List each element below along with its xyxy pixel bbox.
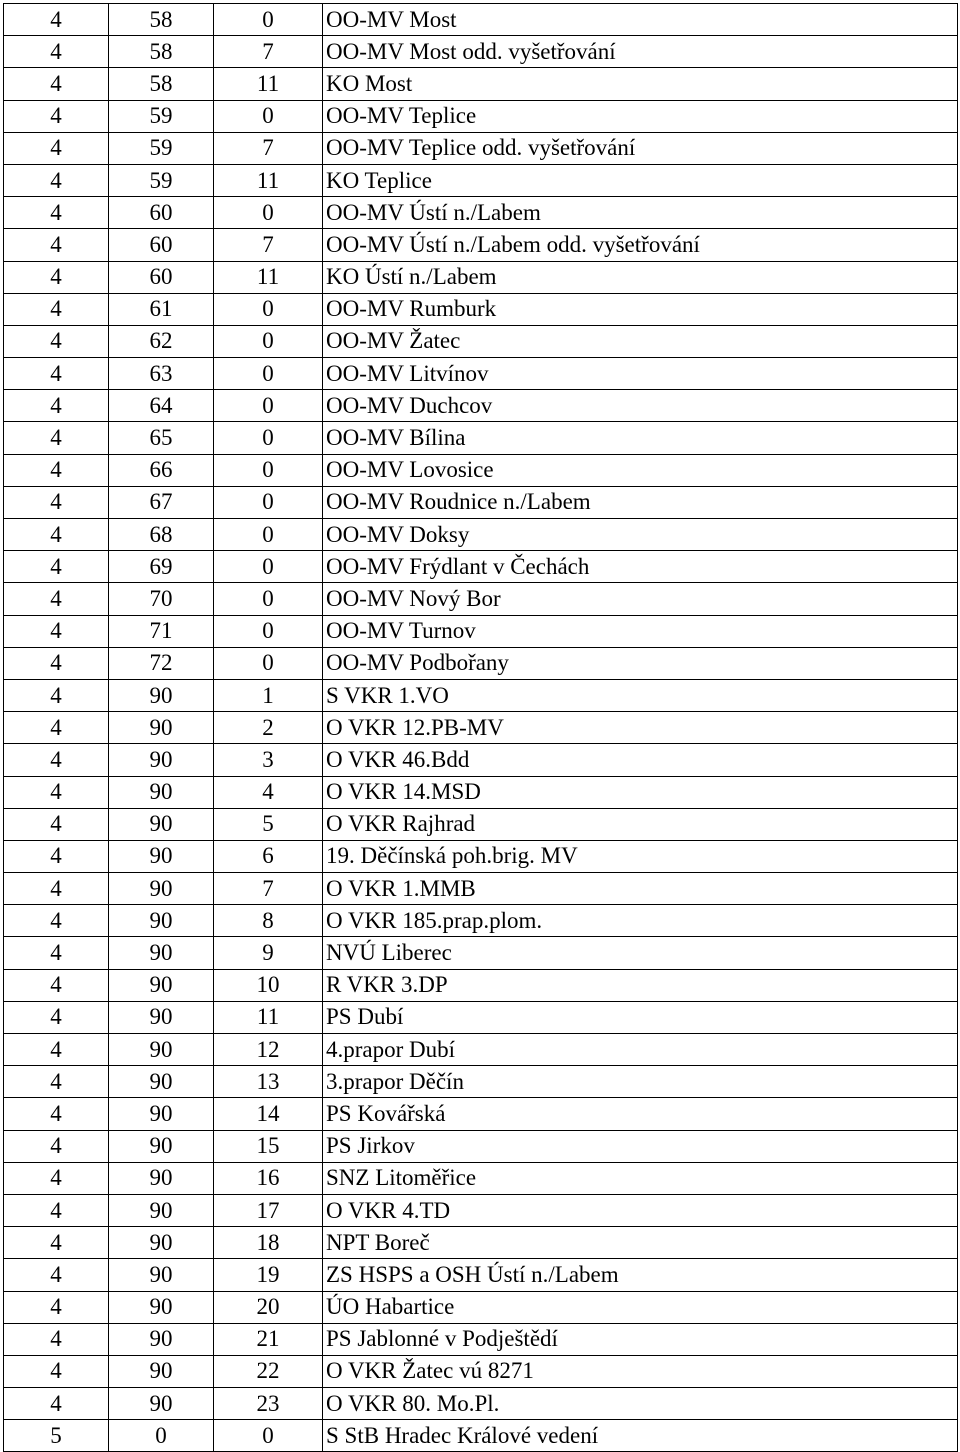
table-row xyxy=(4,840,958,872)
unit-name-cell: O VKR Žatec vú 8271 xyxy=(323,1355,958,1387)
region-code-cell: 4 xyxy=(4,1066,109,1098)
unit-code-cell: 0 xyxy=(214,197,323,229)
region-code-cell: 4 xyxy=(4,1259,109,1291)
table-row xyxy=(4,1420,958,1452)
table-row xyxy=(4,261,958,293)
unit-name-cell: OO-MV Ústí n./Labem xyxy=(323,197,958,229)
table-row xyxy=(4,551,958,583)
region-code-cell: 4 xyxy=(4,1323,109,1355)
district-code-cell: 90 xyxy=(109,808,214,840)
region-code-cell: 4 xyxy=(4,261,109,293)
unit-name-cell: NVÚ Liberec xyxy=(323,937,958,969)
region-code-cell: 4 xyxy=(4,390,109,422)
unit-code-cell: 15 xyxy=(214,1130,323,1162)
district-code-cell: 64 xyxy=(109,390,214,422)
unit-name-cell: S VKR 1.VO xyxy=(323,679,958,711)
unit-code-cell: 19 xyxy=(214,1259,323,1291)
district-code-cell: 90 xyxy=(109,1259,214,1291)
district-code-cell: 72 xyxy=(109,647,214,679)
district-code-cell: 90 xyxy=(109,1034,214,1066)
region-code-cell: 4 xyxy=(4,325,109,357)
table-row xyxy=(4,358,958,390)
district-code-cell: 60 xyxy=(109,197,214,229)
table-row xyxy=(4,969,958,1001)
region-code-cell: 4 xyxy=(4,229,109,261)
district-code-cell: 58 xyxy=(109,36,214,68)
region-code-cell: 4 xyxy=(4,969,109,1001)
unit-name-cell: OO-MV Most xyxy=(323,4,958,36)
unit-name-cell: O VKR 1.MMB xyxy=(323,873,958,905)
district-code-cell: 90 xyxy=(109,1323,214,1355)
unit-name-cell: NPT Boreč xyxy=(323,1227,958,1259)
table-row xyxy=(4,197,958,229)
table-row xyxy=(4,1162,958,1194)
table-row xyxy=(4,325,958,357)
region-code-cell: 4 xyxy=(4,197,109,229)
unit-name-cell: PS Dubí xyxy=(323,1001,958,1033)
district-code-cell: 90 xyxy=(109,873,214,905)
unit-code-cell: 0 xyxy=(214,519,323,551)
unit-name-cell: 3.prapor Děčín xyxy=(323,1066,958,1098)
district-code-cell: 60 xyxy=(109,261,214,293)
unit-name-cell: OO-MV Nový Bor xyxy=(323,583,958,615)
region-code-cell: 4 xyxy=(4,808,109,840)
unit-code-cell: 8 xyxy=(214,905,323,937)
district-code-cell: 67 xyxy=(109,486,214,518)
unit-name-cell: ZS HSPS a OSH Ústí n./Labem xyxy=(323,1259,958,1291)
unit-name-cell: PS Jablonné v Podještědí xyxy=(323,1323,958,1355)
region-code-cell: 4 xyxy=(4,4,109,36)
unit-name-cell: 19. Děčínská poh.brig. MV xyxy=(323,840,958,872)
region-code-cell: 5 xyxy=(4,1420,109,1452)
unit-name-cell: OO-MV Bílina xyxy=(323,422,958,454)
region-code-cell: 4 xyxy=(4,551,109,583)
table-row xyxy=(4,422,958,454)
unit-name-cell: OO-MV Duchcov xyxy=(323,390,958,422)
unit-code-cell: 17 xyxy=(214,1194,323,1226)
unit-code-cell: 11 xyxy=(214,1001,323,1033)
district-code-cell: 90 xyxy=(109,1194,214,1226)
district-code-cell: 0 xyxy=(109,1420,214,1452)
unit-code-cell: 0 xyxy=(214,486,323,518)
region-code-cell: 4 xyxy=(4,1034,109,1066)
district-code-cell: 90 xyxy=(109,1066,214,1098)
region-code-cell: 4 xyxy=(4,647,109,679)
region-code-cell: 4 xyxy=(4,1227,109,1259)
region-code-cell: 4 xyxy=(4,712,109,744)
unit-name-cell: PS Kovářská xyxy=(323,1098,958,1130)
district-code-cell: 90 xyxy=(109,744,214,776)
unit-name-cell: OO-MV Most odd. vyšetřování xyxy=(323,36,958,68)
district-code-cell: 62 xyxy=(109,325,214,357)
unit-name-cell: O VKR 4.TD xyxy=(323,1194,958,1226)
table-row xyxy=(4,164,958,196)
district-code-cell: 65 xyxy=(109,422,214,454)
district-code-cell: 59 xyxy=(109,132,214,164)
table-row xyxy=(4,679,958,711)
region-code-cell: 4 xyxy=(4,840,109,872)
region-code-cell: 4 xyxy=(4,68,109,100)
unit-code-cell: 13 xyxy=(214,1066,323,1098)
district-code-cell: 90 xyxy=(109,1388,214,1420)
unit-code-cell: 0 xyxy=(214,551,323,583)
district-code-cell: 90 xyxy=(109,679,214,711)
unit-code-cell: 21 xyxy=(214,1323,323,1355)
unit-code-cell: 0 xyxy=(214,583,323,615)
unit-code-cell: 0 xyxy=(214,100,323,132)
region-code-cell: 4 xyxy=(4,293,109,325)
district-code-cell: 58 xyxy=(109,4,214,36)
unit-code-cell: 7 xyxy=(214,36,323,68)
region-code-cell: 4 xyxy=(4,454,109,486)
region-code-cell: 4 xyxy=(4,937,109,969)
region-code-cell: 4 xyxy=(4,36,109,68)
unit-code-cell: 22 xyxy=(214,1355,323,1387)
unit-code-cell: 23 xyxy=(214,1388,323,1420)
table-row xyxy=(4,293,958,325)
unit-name-cell: OO-MV Turnov xyxy=(323,615,958,647)
table-row xyxy=(4,1130,958,1162)
region-code-cell: 4 xyxy=(4,100,109,132)
region-code-cell: 4 xyxy=(4,905,109,937)
unit-code-cell: 7 xyxy=(214,873,323,905)
unit-code-cell: 18 xyxy=(214,1227,323,1259)
district-code-cell: 90 xyxy=(109,969,214,1001)
unit-code-cell: 10 xyxy=(214,969,323,1001)
unit-code-cell: 11 xyxy=(214,261,323,293)
region-code-cell: 4 xyxy=(4,1162,109,1194)
unit-code-cell: 12 xyxy=(214,1034,323,1066)
unit-name-cell: OO-MV Litvínov xyxy=(323,358,958,390)
unit-name-cell: PS Jirkov xyxy=(323,1130,958,1162)
table-row xyxy=(4,486,958,518)
district-code-cell: 90 xyxy=(109,1098,214,1130)
region-code-cell: 4 xyxy=(4,422,109,454)
table-row xyxy=(4,454,958,486)
district-code-cell: 68 xyxy=(109,519,214,551)
district-code-cell: 71 xyxy=(109,615,214,647)
unit-name-cell: OO-MV Teplice odd. vyšetřování xyxy=(323,132,958,164)
unit-name-cell: SNZ Litoměřice xyxy=(323,1162,958,1194)
unit-code-cell: 0 xyxy=(214,422,323,454)
unit-name-cell: KO Most xyxy=(323,68,958,100)
table-body xyxy=(4,4,958,1452)
unit-name-cell: OO-MV Roudnice n./Labem xyxy=(323,486,958,518)
district-code-cell: 90 xyxy=(109,840,214,872)
table-row xyxy=(4,873,958,905)
district-code-cell: 90 xyxy=(109,1291,214,1323)
unit-code-cell: 4 xyxy=(214,776,323,808)
table-row xyxy=(4,1066,958,1098)
district-code-cell: 63 xyxy=(109,358,214,390)
region-code-cell: 4 xyxy=(4,1355,109,1387)
table-row xyxy=(4,1001,958,1033)
unit-code-cell: 16 xyxy=(214,1162,323,1194)
unit-code-cell: 3 xyxy=(214,744,323,776)
unit-code-cell: 1 xyxy=(214,679,323,711)
unit-name-cell: KO Teplice xyxy=(323,164,958,196)
table-row xyxy=(4,36,958,68)
table-row xyxy=(4,744,958,776)
region-code-cell: 4 xyxy=(4,679,109,711)
unit-name-cell: OO-MV Doksy xyxy=(323,519,958,551)
unit-name-cell: OO-MV Lovosice xyxy=(323,454,958,486)
unit-name-cell: OO-MV Teplice xyxy=(323,100,958,132)
unit-name-cell: OO-MV Rumburk xyxy=(323,293,958,325)
unit-code-cell: 0 xyxy=(214,4,323,36)
unit-name-cell: O VKR 12.PB-MV xyxy=(323,712,958,744)
district-code-cell: 60 xyxy=(109,229,214,261)
region-code-cell: 4 xyxy=(4,164,109,196)
region-code-cell: 4 xyxy=(4,486,109,518)
unit-name-cell: O VKR 14.MSD xyxy=(323,776,958,808)
district-code-cell: 90 xyxy=(109,1355,214,1387)
table-row xyxy=(4,1259,958,1291)
unit-name-cell: OO-MV Žatec xyxy=(323,325,958,357)
table-row xyxy=(4,1355,958,1387)
table-row xyxy=(4,390,958,422)
unit-code-cell: 0 xyxy=(214,358,323,390)
table-row xyxy=(4,937,958,969)
region-code-cell: 4 xyxy=(4,1291,109,1323)
region-code-cell: 4 xyxy=(4,873,109,905)
unit-name-cell: O VKR 80. Mo.Pl. xyxy=(323,1388,958,1420)
district-code-cell: 90 xyxy=(109,1162,214,1194)
unit-name-cell: OO-MV Frýdlant v Čechách xyxy=(323,551,958,583)
unit-name-cell: 4.prapor Dubí xyxy=(323,1034,958,1066)
district-code-cell: 90 xyxy=(109,776,214,808)
table-row xyxy=(4,1291,958,1323)
unit-code-cell: 11 xyxy=(214,164,323,196)
unit-name-cell: ÚO Habartice xyxy=(323,1291,958,1323)
unit-code-cell: 0 xyxy=(214,325,323,357)
table-row xyxy=(4,905,958,937)
region-code-cell: 4 xyxy=(4,132,109,164)
district-code-cell: 69 xyxy=(109,551,214,583)
region-code-cell: 4 xyxy=(4,583,109,615)
district-code-cell: 59 xyxy=(109,100,214,132)
table-row xyxy=(4,1098,958,1130)
region-code-cell: 4 xyxy=(4,358,109,390)
table-row xyxy=(4,776,958,808)
table-row xyxy=(4,1323,958,1355)
table-row xyxy=(4,808,958,840)
district-code-cell: 66 xyxy=(109,454,214,486)
table-row xyxy=(4,1034,958,1066)
region-code-cell: 4 xyxy=(4,519,109,551)
table-row xyxy=(4,100,958,132)
district-code-cell: 58 xyxy=(109,68,214,100)
table-row xyxy=(4,1227,958,1259)
unit-name-cell: O VKR Rajhrad xyxy=(323,808,958,840)
table-row xyxy=(4,1388,958,1420)
table-row xyxy=(4,615,958,647)
unit-code-cell: 0 xyxy=(214,390,323,422)
unit-name-cell: OO-MV Ústí n./Labem odd. vyšetřování xyxy=(323,229,958,261)
region-code-cell: 4 xyxy=(4,744,109,776)
unit-code-cell: 5 xyxy=(214,808,323,840)
table-row xyxy=(4,712,958,744)
region-code-cell: 4 xyxy=(4,1388,109,1420)
district-code-cell: 90 xyxy=(109,1227,214,1259)
region-code-cell: 4 xyxy=(4,615,109,647)
unit-name-cell: O VKR 185.prap.plom. xyxy=(323,905,958,937)
region-code-cell: 4 xyxy=(4,1098,109,1130)
unit-code-cell: 0 xyxy=(214,647,323,679)
table-row xyxy=(4,132,958,164)
unit-name-cell: OO-MV Podbořany xyxy=(323,647,958,679)
unit-code-cell: 20 xyxy=(214,1291,323,1323)
district-code-cell: 90 xyxy=(109,905,214,937)
region-code-cell: 4 xyxy=(4,1001,109,1033)
district-code-cell: 90 xyxy=(109,1001,214,1033)
table-row xyxy=(4,583,958,615)
unit-code-cell: 0 xyxy=(214,615,323,647)
unit-code-cell: 0 xyxy=(214,293,323,325)
table-row xyxy=(4,68,958,100)
table-row xyxy=(4,647,958,679)
unit-code-cell: 11 xyxy=(214,68,323,100)
unit-code-cell: 0 xyxy=(214,454,323,486)
table-row xyxy=(4,4,958,36)
unit-code-cell: 14 xyxy=(214,1098,323,1130)
table-row xyxy=(4,1194,958,1226)
unit-name-cell: S StB Hradec Králové vedení xyxy=(323,1420,958,1452)
unit-code-table xyxy=(3,3,958,1452)
unit-code-cell: 0 xyxy=(214,1420,323,1452)
region-code-cell: 4 xyxy=(4,1130,109,1162)
district-code-cell: 90 xyxy=(109,937,214,969)
unit-code-cell: 7 xyxy=(214,132,323,164)
district-code-cell: 61 xyxy=(109,293,214,325)
table-row xyxy=(4,229,958,261)
table-row xyxy=(4,519,958,551)
unit-code-cell: 7 xyxy=(214,229,323,261)
district-code-cell: 59 xyxy=(109,164,214,196)
district-code-cell: 90 xyxy=(109,1130,214,1162)
unit-code-cell: 6 xyxy=(214,840,323,872)
district-code-cell: 90 xyxy=(109,712,214,744)
district-code-cell: 70 xyxy=(109,583,214,615)
region-code-cell: 4 xyxy=(4,776,109,808)
unit-name-cell: O VKR 46.Bdd xyxy=(323,744,958,776)
region-code-cell: 4 xyxy=(4,1194,109,1226)
unit-code-cell: 2 xyxy=(214,712,323,744)
unit-name-cell: KO Ústí n./Labem xyxy=(323,261,958,293)
unit-code-cell: 9 xyxy=(214,937,323,969)
unit-name-cell: R VKR 3.DP xyxy=(323,969,958,1001)
